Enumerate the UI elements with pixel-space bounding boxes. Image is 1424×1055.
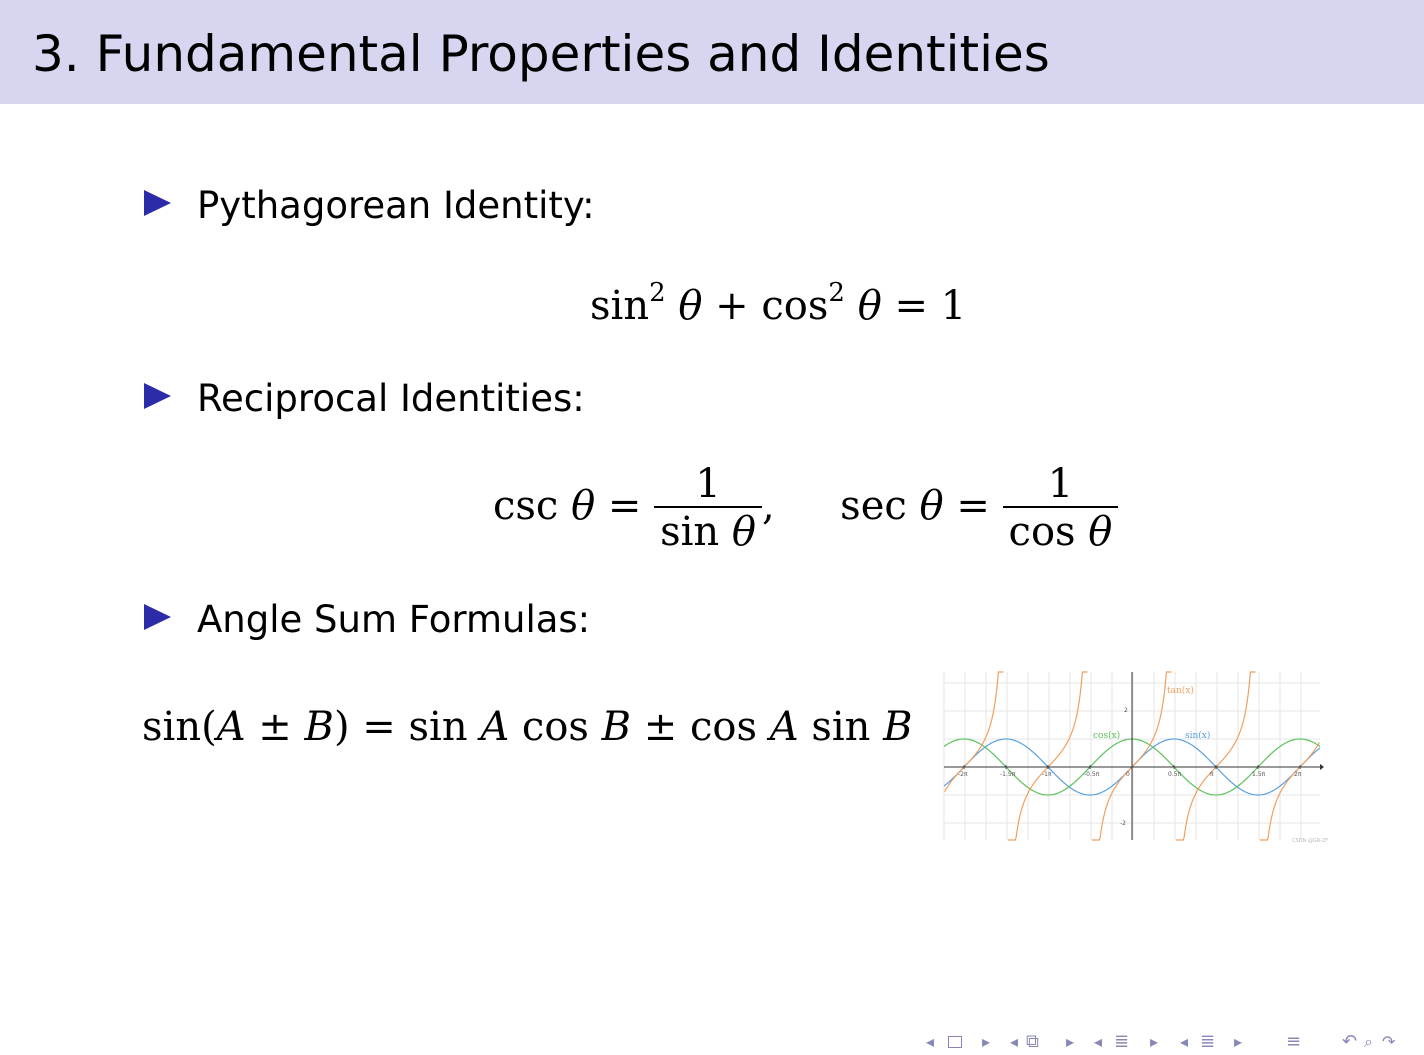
nav-next-frame-icon[interactable]: ▸ <box>982 1032 991 1051</box>
nav-search-icon[interactable]: ⌕ <box>1364 1032 1373 1051</box>
bullet-arrow-icon <box>144 604 171 630</box>
nav-back-icon[interactable]: ↶ <box>1342 1031 1358 1052</box>
x-tick-label: π <box>1210 771 1214 778</box>
beamer-navigation <box>926 1030 1396 1054</box>
bullet-angle-sum <box>144 598 590 642</box>
x-tick-label: -1π <box>1042 771 1052 778</box>
tan-label: tan(x) <box>1167 686 1194 696</box>
tan-curve <box>945 672 1004 792</box>
reciprocal-identities: csc θ = $\frac{1}{\text{sin θ}}$ , sec θ = $\frac{1}{\text{cos θ}}$ <box>493 462 1118 556</box>
bullet-reciprocal <box>144 377 585 421</box>
x-tick-label: -1.5π <box>1000 771 1016 778</box>
bullet-arrow-icon <box>144 190 171 216</box>
slide-title: 3. Fundamental Properties and Identities <box>32 25 1050 83</box>
title-bar <box>0 0 1424 104</box>
cos-label: cos(x) <box>1093 731 1121 741</box>
nav-slide-icon[interactable] <box>948 1036 962 1048</box>
sin-label: sin(x) <box>1185 731 1211 741</box>
x-tick-label: -0.5π <box>1084 771 1100 778</box>
nav-forward-icon[interactable]: ↷ <box>1382 1032 1396 1051</box>
bullet-label: Reciprocal Identities: <box>197 377 585 420</box>
nav-prev-subsection-icon[interactable]: ◂ <box>1180 1032 1189 1051</box>
trig-functions-graph <box>942 668 1329 846</box>
sec-fraction: $\frac{1}{\text{cos θ}}$ <box>1003 462 1119 556</box>
bullet-label: Pythagorean Identity: <box>197 184 595 227</box>
nav-section-icon[interactable]: ⧉ <box>1026 1031 1039 1052</box>
nav-prev-section-icon[interactable]: ◂ <box>1010 1032 1019 1051</box>
nav-menu-icon[interactable]: ≡ <box>1286 1031 1302 1052</box>
bullet-label: Angle Sum Formulas: <box>197 598 591 641</box>
nav-next-subsection-icon[interactable]: ▸ <box>1150 1032 1159 1051</box>
x-axis-arrow-icon <box>1320 764 1324 770</box>
x-tick-label: 0 <box>1126 771 1130 778</box>
x-tick-label: 1.5π <box>1252 771 1266 778</box>
y-tick-label: -2 <box>1120 820 1126 827</box>
csc-fraction: $\frac{1}{\text{sin θ}}$ <box>654 462 762 556</box>
bullet-arrow-icon <box>144 383 171 409</box>
nav-subsection-icon[interactable]: ≣ <box>1114 1031 1130 1052</box>
pythagorean-identity: $\sin^2 \theta + \cos^2 \theta = 1$ <box>590 278 967 329</box>
x-tick-label: 0.5π <box>1168 771 1182 778</box>
tan-curve <box>1008 672 1088 840</box>
y-tick-label: 2 <box>1124 707 1128 714</box>
nav-next-subsection-icon[interactable]: ▸ <box>1234 1032 1243 1051</box>
graph-watermark: CSDN @GR-ZF <box>1292 838 1329 844</box>
nav-subsection-icon[interactable]: ≣ <box>1200 1031 1216 1052</box>
nav-prev-subsection-icon[interactable]: ◂ <box>1094 1032 1103 1051</box>
bullet-pythagorean <box>144 184 595 228</box>
nav-prev-frame-icon[interactable]: ◂ <box>926 1032 935 1051</box>
x-tick-label: 2π <box>1294 771 1302 778</box>
angle-sum-formula: sin(A ± B) = sin A cos B ± cos A sin B <box>142 704 913 750</box>
tan-curve <box>1176 672 1256 840</box>
x-tick-label: -2π <box>958 771 968 778</box>
nav-next-section-icon[interactable]: ▸ <box>1066 1032 1075 1051</box>
